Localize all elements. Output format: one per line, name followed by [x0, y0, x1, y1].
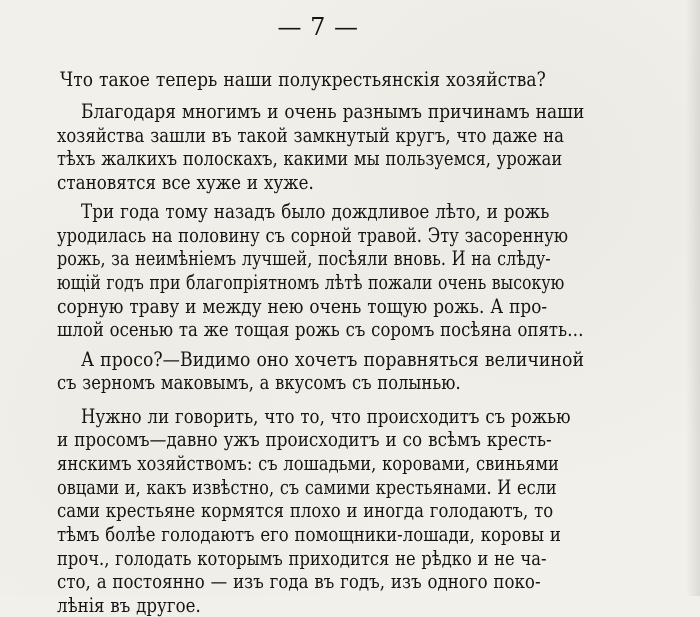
page-number: — 7 —	[277, 13, 359, 41]
text-line-5: становятся все хуже и хуже.	[57, 171, 314, 194]
text-line-21: сто, а постоянно — изъ года въ годъ, изъ одного поко-	[57, 570, 541, 593]
text-line-17: овцами и, какъ извѣстно, съ самими крестьянами. И если	[57, 476, 557, 499]
page-edge-shadow	[686, 0, 700, 596]
text-line-13: съ зерномъ маковымъ, а вкусомъ съ полынью.	[57, 371, 461, 394]
text-line-15: и просомъ—давно ужъ происходитъ и со всѣмъ кресть-	[57, 428, 552, 451]
text-line-11: шлой осенью та же тощая рожь съ соромъ посѣяна опять…	[57, 318, 584, 341]
text-line-16: янскимъ хозяйствомъ: съ лошадьми, коровами, свиньями	[57, 452, 559, 475]
text-line-4: тѣхъ жалкихъ полоскахъ, какими мы пользуемся, урожаи	[57, 147, 563, 170]
text-line-1: Что такое теперь наши полукрестьянскія хозяйства?	[60, 68, 546, 91]
text-line-19: тѣмъ болѣе голодаютъ его помощники-лошади, коровы и	[57, 523, 561, 546]
text-line-14: Нужно ли говорить, что то, что происходитъ съ рожью	[81, 405, 571, 428]
text-line-12: А просо?—Видимо оно хочетъ поравняться величиной	[81, 348, 584, 371]
text-line-3: хозяйства зашли въ такой замкнутый кругъ, что даже на	[57, 124, 565, 147]
text-line-2: Благодаря многимъ и очень разнымъ причинамъ наши	[81, 100, 585, 123]
text-line-10: сорную траву и между нею очень тощую рожь. А про-	[57, 295, 548, 318]
text-line-7: уродилась на половину съ сорной травой. Эту засоренную	[57, 224, 569, 247]
text-line-20: проч., голодать которымъ приходится не рѣдко и не ча-	[57, 547, 547, 570]
text-line-18: сами крестьяне кормятся плохо и иногда голодаютъ, то	[57, 499, 554, 522]
text-line-9: ющій годъ при благопріятномъ лѣтѣ пожали очень высокую	[57, 271, 565, 294]
text-line-8: рожь, за неимѣніемъ лучшей, посѣяли вновь. И на слѣду-	[57, 247, 551, 270]
text-line-6: Три года тому назадъ было дождливое лѣто, и рожь	[81, 200, 550, 223]
text-line-22: лѣнія въ другое.	[57, 594, 201, 617]
